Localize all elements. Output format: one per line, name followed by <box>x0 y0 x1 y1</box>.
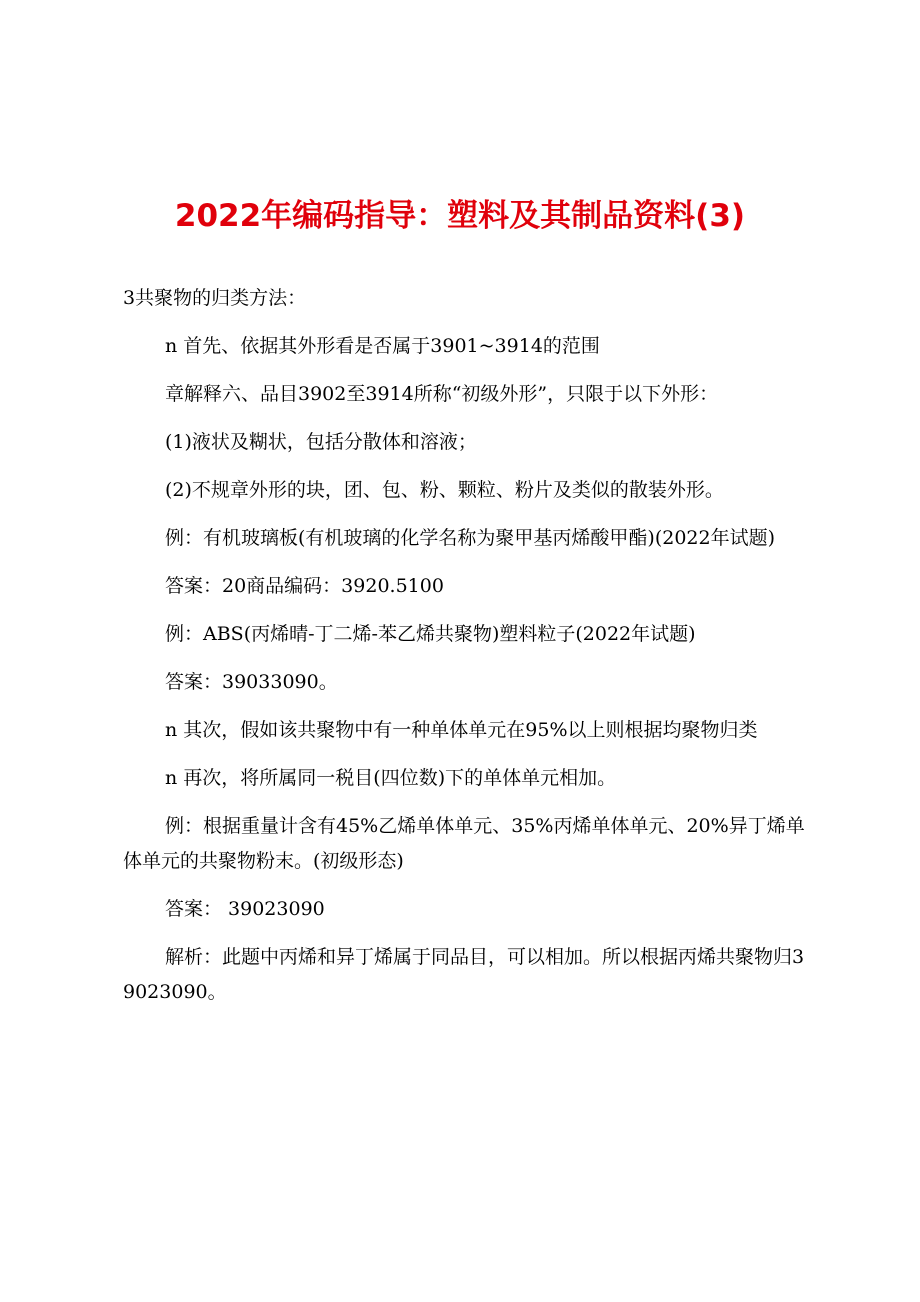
paragraph-4: (1)液状及糊状，包括分散体和溶液； <box>165 431 477 453</box>
paragraph-7: 答案：20商品编码：3920.5100 <box>165 575 444 597</box>
paragraph-6: 例：有机玻璃板(有机玻璃的化学名称为聚甲基丙烯酸甲酯)(2022年试题) <box>165 527 776 549</box>
paragraph-11: n 再次，将所属同一税目(四位数)下的单体单元相加。 <box>165 767 617 789</box>
paragraph-9: 答案：39033090。 <box>165 671 338 693</box>
paragraph-5: (2)不规章外形的块，团、包、粉、颗粒、粉片及类似的散装外形。 <box>165 479 724 501</box>
paragraph-13: 答案： 39023090 <box>165 898 325 920</box>
paragraph-14: 解析：此题中丙烯和异丁烯属于同品目，可以相加。所以根据丙烯共聚物归39023090。 <box>123 946 805 1003</box>
paragraph-2: n 首先、依据其外形看是否属于3901~3914的范围 <box>165 335 600 357</box>
paragraph-8: 例：ABS(丙烯晴-丁二烯-苯乙烯共聚物)塑料粒子(2022年试题) <box>165 623 696 645</box>
paragraph-1: 3共聚物的归类方法： <box>123 287 307 309</box>
paragraph-10: n 其次，假如该共聚物中有一种单体单元在95%以上则根据均聚物归类 <box>165 719 758 741</box>
paragraph-12: 例：根据重量计含有45%乙烯单体单元、35%丙烯单体单元、20%异丁烯单体单元的共聚物粉末。(初级形态) <box>123 815 805 872</box>
document-body <box>123 281 813 1023</box>
document-title: 2022年编码指导：塑料及其制品资料(3) <box>174 198 746 234</box>
paragraph-3: 章解释六、品目3902至3914所称“初级外形”，只限于以下外形： <box>165 383 719 405</box>
